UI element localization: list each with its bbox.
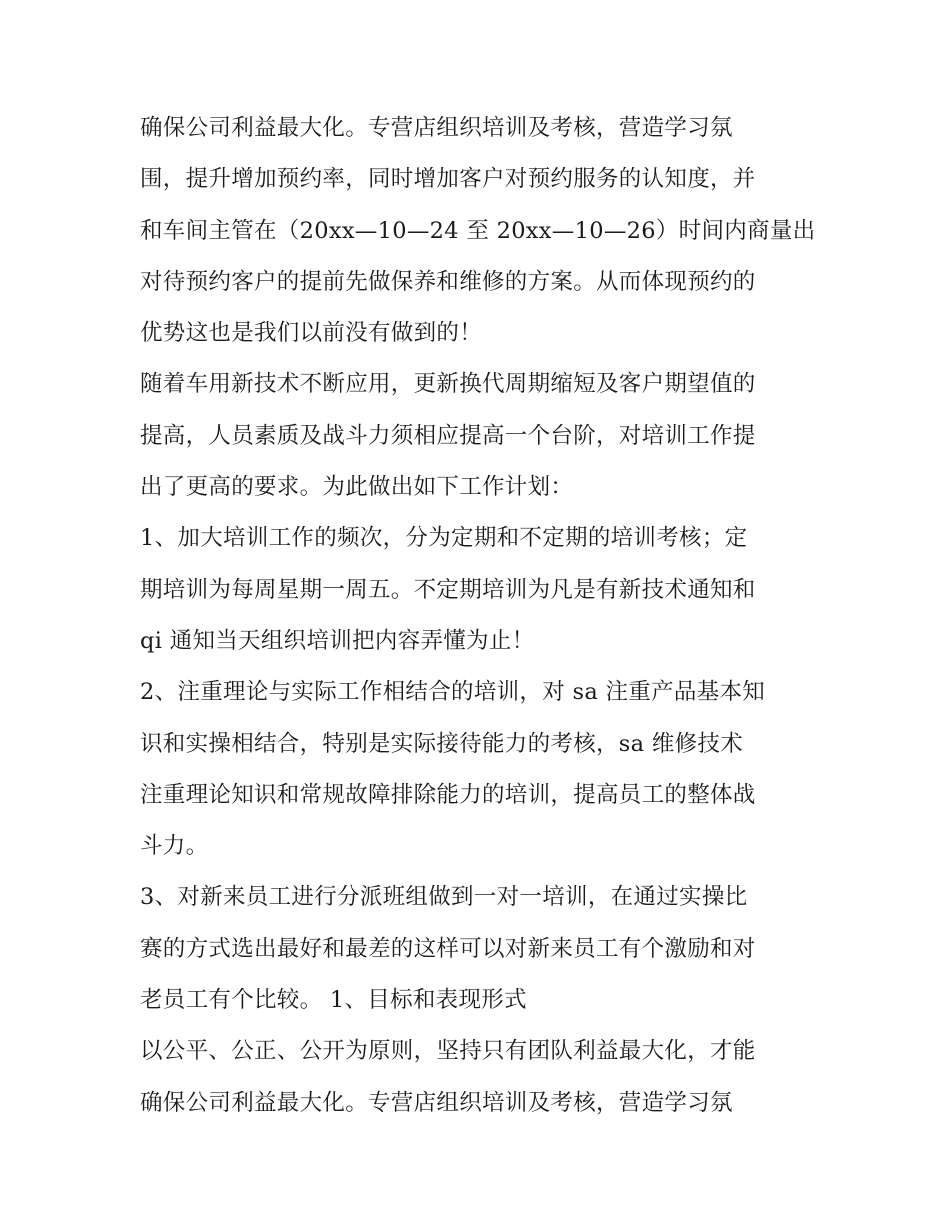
text-line: 识和实操相结合，特别是实际接待能力的考核，sa 维修技术 (140, 730, 744, 757)
text-line: 优势这也是我们以前没有做到的！ (140, 320, 483, 347)
text-line: 2、注重理论与实际工作相结合的培训，对 sa 注重产品基本知 (140, 679, 766, 706)
text-line: 和车间主管在（20xx—10—24 至 20xx—10—26）时间内商量出 (140, 217, 816, 244)
text-line: 提高，人员素质及战斗力须相应提高一个台阶，对培训工作提 (140, 422, 756, 449)
text-line: 斗力。 (140, 833, 209, 860)
text-line: 确保公司利益最大化。专营店组织培训及考核，营造学习氛 (140, 115, 733, 141)
text-line: 以公平、公正、公开为原则，坚持只有团队利益最大化，才能 (140, 1038, 756, 1065)
text-line: 围，提升增加预约率，同时增加客户对预约服务的认知度，并 (140, 166, 756, 193)
text-line: 3、对新来员工进行分派班组做到一对一培训，在通过实操比 (140, 884, 748, 911)
text-line: 1、加大培训工作的频次，分为定期和不定期的培训考核；定 (140, 525, 748, 552)
text-line: 确保公司利益最大化。专营店组织培训及考核，营造学习氛 (140, 1089, 733, 1116)
text-line: 老员工有个比较。 1、目标和表现形式 (140, 987, 527, 1014)
text-line: 出了更高的要求。为此做出如下工作计划： (140, 474, 574, 501)
text-line: 注重理论知识和常规故障排除能力的培训，提高员工的整体战 (140, 781, 756, 808)
text-line: 随着车用新技术不断应用，更新换代周期缩短及客户期望值的 (140, 371, 756, 398)
text-line: 赛的方式选出最好和最差的这样可以对新来员工有个激励和对 (140, 935, 756, 962)
text-line: qi 通知当天组织培训把内容弄懂为止！ (140, 627, 535, 654)
text-line: 期培训为每周星期一周五。不定期培训为凡是有新技术通知和 (140, 576, 756, 603)
document-body (140, 103, 820, 1129)
text-line: 对待预约客户的提前先做保养和维修的方案。从而体现预约的 (140, 268, 756, 295)
